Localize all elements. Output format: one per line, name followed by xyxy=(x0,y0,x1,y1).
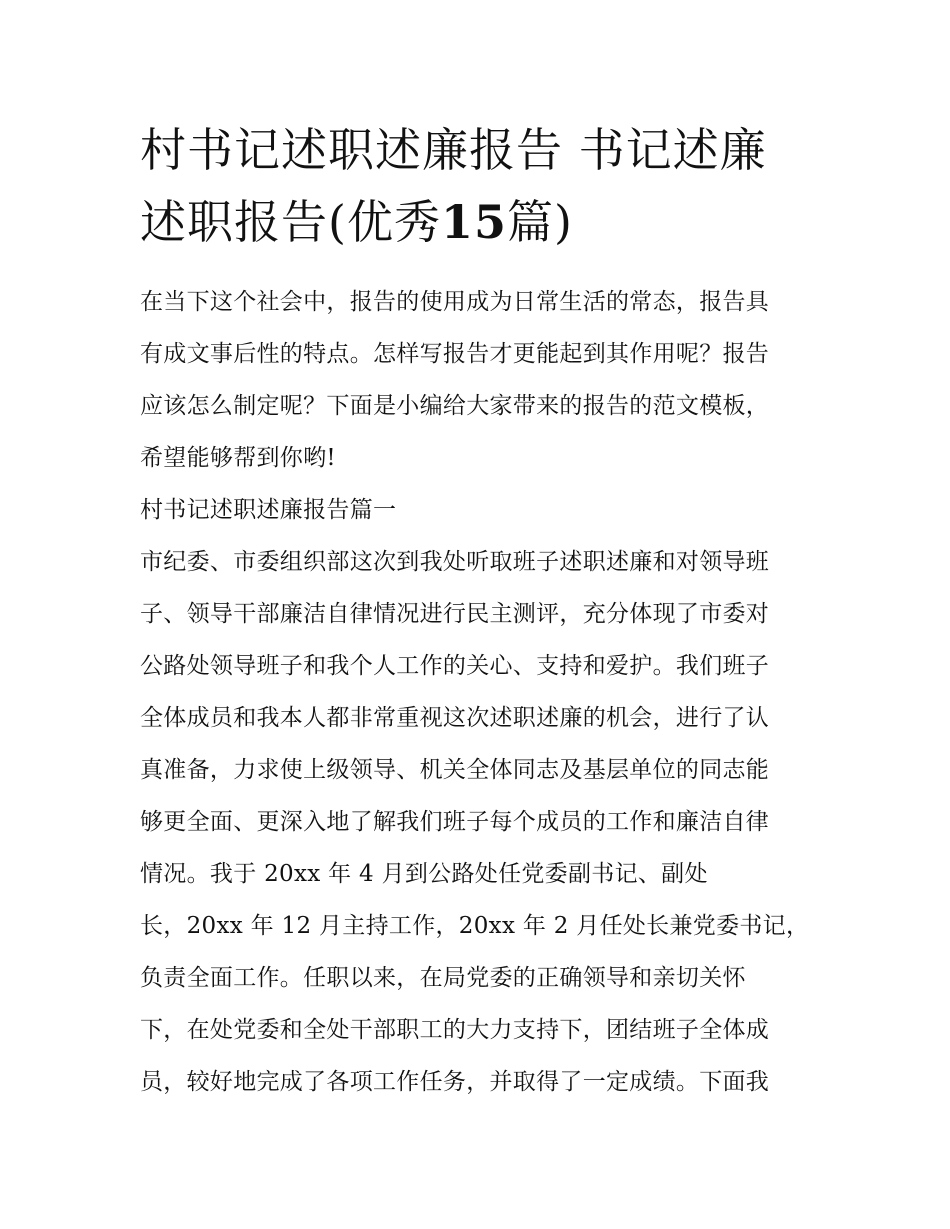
body-line: 负责全面工作。任职以来，在局党委的正确领导和亲切关怀 xyxy=(140,965,746,991)
body-line: 全体成员和我本人都非常重视这次述职述廉的机会，进行了认 xyxy=(140,705,770,731)
title-line-1: 村书记述职述廉报告 书记述廉 xyxy=(140,123,767,177)
body-line: 员，较好地完成了各项工作任务，并取得了一定成绩。下面我 xyxy=(140,1069,770,1095)
body-line: 公路处领导班子和我个人工作的关心、支持和爱护。我们班子 xyxy=(140,653,770,679)
body-line: 长，20xx 年 12 月主持工作，20xx 年 2 月任处长兼党委书记， xyxy=(140,913,810,939)
body-line: 市纪委、市委组织部这次到我处听取班子述职述廉和对领导班 xyxy=(140,549,770,575)
body-line: 够更全面、更深入地了解我们班子每个成员的工作和廉洁自律 xyxy=(140,809,770,835)
document-body xyxy=(140,276,820,1108)
body-line: 应该怎么制定呢？下面是小编给大家带来的报告的范文模板， xyxy=(140,393,770,419)
section-heading: 村书记述职述廉报告篇一 xyxy=(140,497,397,523)
body-line: 在当下这个社会中，报告的使用成为日常生活的常态，报告具 xyxy=(140,289,770,315)
body-line: 希望能够帮到你哟! xyxy=(140,445,336,471)
title-line-2 xyxy=(140,186,820,258)
body-line: 子、领导干部廉洁自律情况进行民主测评，充分体现了市委对 xyxy=(140,601,770,627)
body-line: 有成文事后性的特点。怎样写报告才更能起到其作用呢？报告 xyxy=(140,341,770,367)
body-line: 情况。我于 20xx 年 4 月到公路处任党委副书记、副处 xyxy=(140,861,708,887)
body-line: 真准备，力求使上级领导、机关全体同志及基层单位的同志能 xyxy=(140,757,770,783)
title-line-2-prefix: 述职报告(优秀 xyxy=(140,195,441,249)
body-line: 下，在处党委和全处干部职工的大力支持下，团结班子全体成 xyxy=(140,1017,770,1043)
title-number: 15 xyxy=(440,195,507,249)
title-line-2-suffix: 篇) xyxy=(506,195,573,249)
document-title xyxy=(140,114,820,258)
